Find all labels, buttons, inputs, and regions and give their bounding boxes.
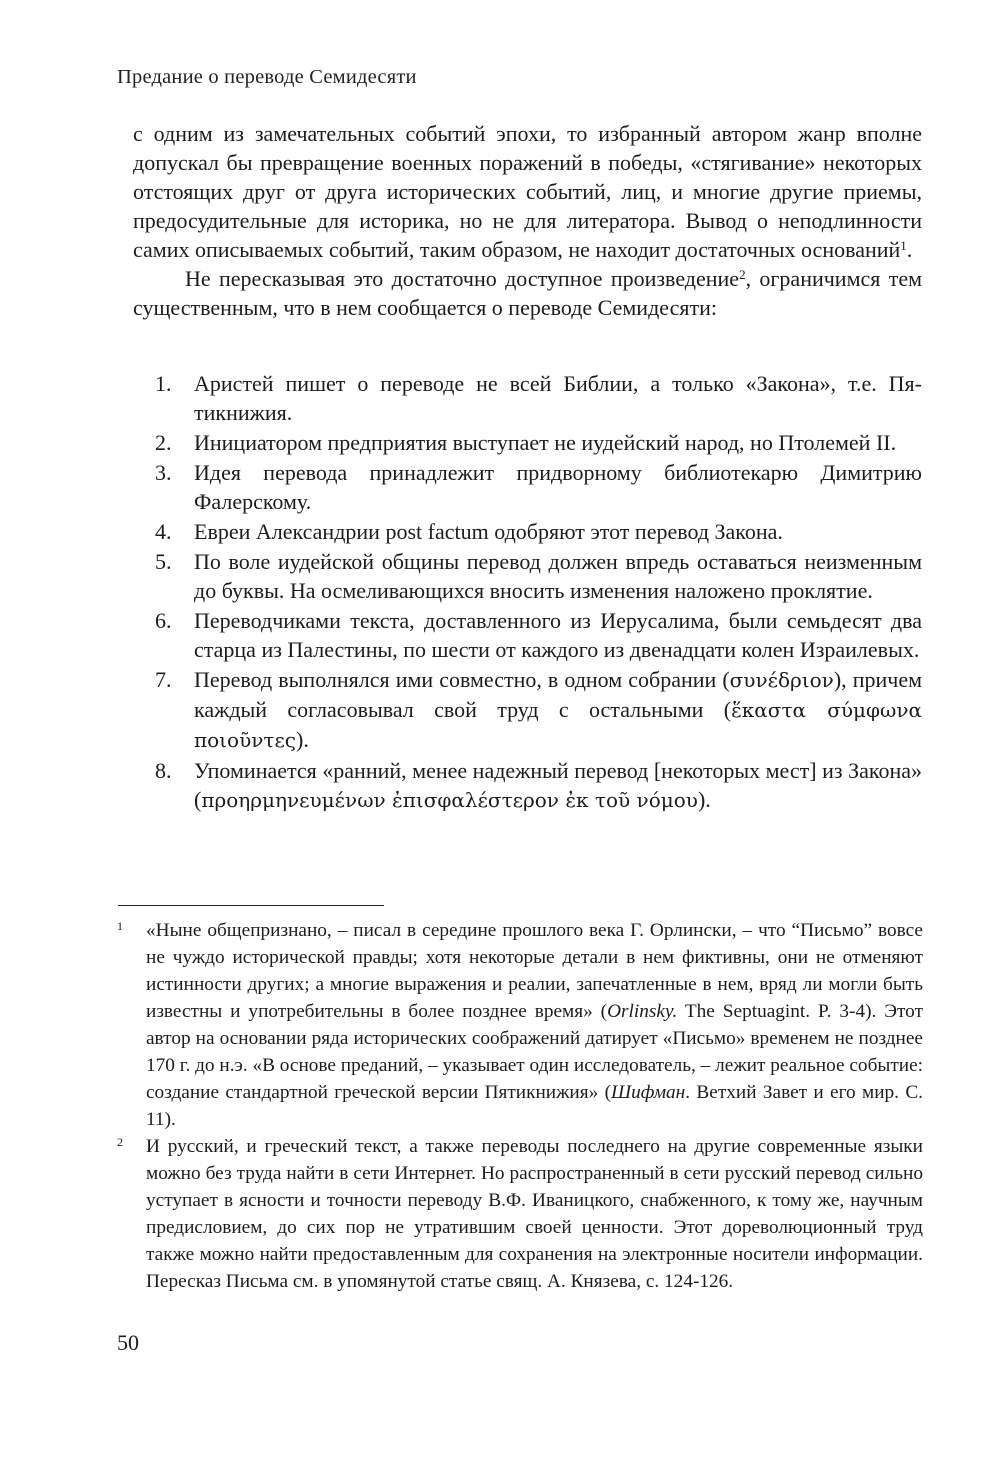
list-item: [133, 665, 922, 755]
list-item-text: Евреи Александрии post factum одобряют этот перевод Закона.: [194, 519, 783, 544]
list-item-number: 6.: [155, 608, 172, 633]
greek-term: συνέδριον: [729, 668, 834, 692]
list-item-text: Аристей пишет о переводе не всей Библии, а только «Закона», т.е. Пятикнижия.: [194, 371, 922, 425]
list-item-text-b: ), причем каждый согласовывал свой труд с остальными (: [194, 667, 922, 722]
footnote-number: 1: [117, 919, 123, 933]
list-item-text: Идея перевода принадлежит придворному библиотекарю Димитрию Фалерскому.: [194, 460, 922, 514]
list-item-text: Переводчиками текста, доставленного из Иерусалима, были семьдесят два старца из Палестины, по шести от каждого из двенадцати колен Израилевых.: [194, 608, 922, 662]
footnote-text: И русский, и греческий текст, а также переводы последнего на другие современные языки можно без труда найти в сети Интернет. Но распространенный в сети русский перевод сильно уступает в ясности и точности переводу В.Ф. Иваницкого, снабженного, к тому же, научным предисловием, до сих пор не утратившим своей ценности. Этот дореволюционный труд также можно найти предоставленным для сохранения на электронные носители информации. Пересказ Письма см. в упомянутой статье свящ. А. Князева, с. 124-126.: [146, 1136, 923, 1292]
footnote-text-b: The Septuagint. P. 3-4). Этот автор на основании ряда исторических соображений датирует «Письмо» временем не позднее 170 г. до н.э. «В основе преданий, – указывает один исследователь, – лежит реальное событие: создание стандартной греческой версии Пятикнижия» (: [146, 1001, 923, 1103]
paragraph-2: [133, 264, 922, 322]
footnote-author: Шифман: [611, 1082, 686, 1103]
footnote-ref-2: 2: [739, 267, 746, 282]
list-item: [133, 756, 922, 815]
footnote-author: Orlinsky.: [607, 1001, 678, 1022]
footnotes: [117, 917, 923, 1295]
list-item-text: Инициатором предприятия выступает не иудейский народ, но Птолемей II.: [194, 430, 897, 455]
paragraph-1: [133, 119, 922, 264]
footnote: [117, 917, 923, 1133]
list-item-text-b: ).: [697, 787, 711, 812]
paragraph-2-text-b: , ограничимся тем существенным, что в нем сообщается о переводе Семидесяти:: [133, 266, 923, 320]
list-item-number: 2.: [155, 430, 172, 455]
greek-term: ἕκαστα σύμφωνα ποιοῦντες: [194, 698, 922, 752]
list-item: [133, 517, 922, 546]
list-item-number: 8.: [155, 758, 172, 783]
footnote-text-a: «Ныне общепризнано, – писал в середине прошлого века Г. Орлински, – что “Письмо” вовсе не чуждо исторической правды; хотя некоторые детали в нем фиктивны, они не отменяют истинности других; а многие выражения и реалии, запечатленные в нем, вряд ли могли быть известны и употребительны в более позднее время» (: [146, 920, 923, 1022]
list-item-number: 5.: [155, 549, 172, 574]
footnote-text: [146, 917, 923, 1133]
numbered-list: [133, 369, 922, 816]
paragraph-1-text: с одним из замечательных событий эпохи, то избранный автором жанр вполне допускал бы превращение военных поражений в победы, «стягивание» некоторых отстоящих друг от друга исторических событий, лиц, и многие другие приемы, предосудительные для историка, но не для литератора. Вывод о неподлинности самих описываемых событий, таким образом, не находит достаточных оснований: [133, 121, 922, 262]
footnote-text-c: . Ветхий Завет и его мир. С. 11).: [146, 1082, 923, 1130]
list-item-number: 1.: [155, 371, 172, 396]
list-item-text: По воле иудейской общины перевод должен впредь оставаться неизменным до буквы. На осмеливающихся вносить изменения наложено проклятие.: [194, 549, 922, 603]
paragraph-2-text-a: Не пересказывая это достаточно доступное произведение: [185, 266, 740, 291]
list-item-number: 7.: [155, 667, 172, 692]
list-item-text-a: Упоминается «ранний, менее надежный перевод [некоторых мест] из Закона» (: [194, 758, 922, 812]
footnote-ref-1: 1: [900, 238, 907, 253]
list-item-text-c: ).: [296, 727, 309, 752]
greek-term: προηρμηνευμένων ἐπισφαλέστερον ἐκ τοῦ νόμου: [201, 788, 698, 812]
list-item: [133, 369, 922, 427]
page-number: 50: [117, 1330, 139, 1355]
paragraph-1-end: .: [906, 237, 913, 262]
list-item: [133, 458, 922, 516]
running-head: Предание о переводе Семидесяти: [117, 66, 417, 88]
list-item-number: 3.: [155, 460, 172, 485]
list-item-text-a: Перевод выполнялся ими совместно, в одном собрании (: [194, 667, 730, 692]
footnote-divider: [118, 905, 384, 906]
list-item: [133, 606, 922, 664]
list-item: [133, 428, 922, 457]
footnote: [117, 1133, 923, 1295]
footnote-number: 2: [117, 1135, 123, 1149]
list-item: [133, 547, 922, 605]
main-text: [133, 119, 922, 322]
list-item-number: 4.: [155, 519, 172, 544]
